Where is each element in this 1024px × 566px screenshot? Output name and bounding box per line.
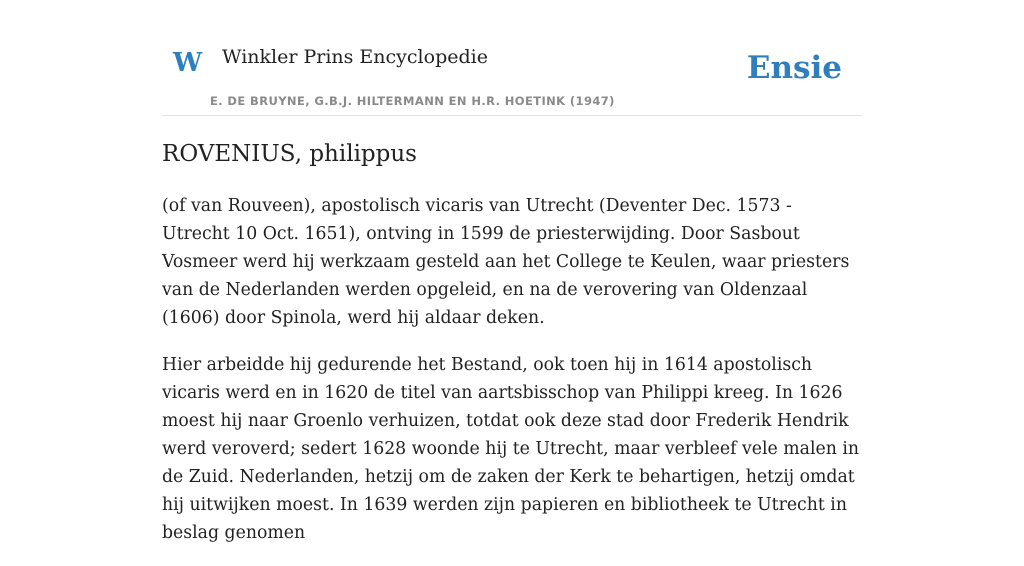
work-title[interactable]: Winkler Prins Encyclopedie [222, 46, 488, 68]
work-authors: E. DE BRUYNE, G.B.J. HILTERMANN EN H.R. HOETINK (1947) [210, 94, 615, 108]
work-logo-w[interactable]: W [173, 48, 203, 78]
entry-paragraph: Hier arbeidde hij gedurende het Bestand, ook toen hij in 1614 apostolisch vicaris werd en in 1620 de titel van aartsbisschop van Philippi kreeg. In 1626 moest hij naar Groenlo verhuizen, totdat ook deze stad door Frederik Hendrik werd veroverd; sedert 1628 woonde hij te Utrecht, maar verbleef vele malen in de Zuid. Nederlanden, hetzij om de zaken der Kerk te behartigen, hetzij omdat hij uitwijken moest. In 1639 werden zijn papieren en bibliotheek te Utrecht in beslag genomen [162, 355, 859, 543]
entry-paragraph: (of van Rouveen), apostolisch vicaris van Utrecht (Deventer Dec. 1573 - Utrecht 10 Oct. 1651), ontving in 1599 de priesterwijding. Door Sasbout Vosmeer werd hij werkzaam gesteld aan het College te Keulen, waar priesters van de Nederlanden werden opgeleid, en na de verovering van Oldenzaal (1606) door Spinola, werd hij aldaar deken. [162, 196, 850, 328]
entry-title: ROVENIUS, philippus [162, 141, 417, 167]
ensie-logo[interactable]: Ensie [746, 50, 842, 86]
site-header [162, 40, 862, 116]
article-content [162, 138, 862, 566]
